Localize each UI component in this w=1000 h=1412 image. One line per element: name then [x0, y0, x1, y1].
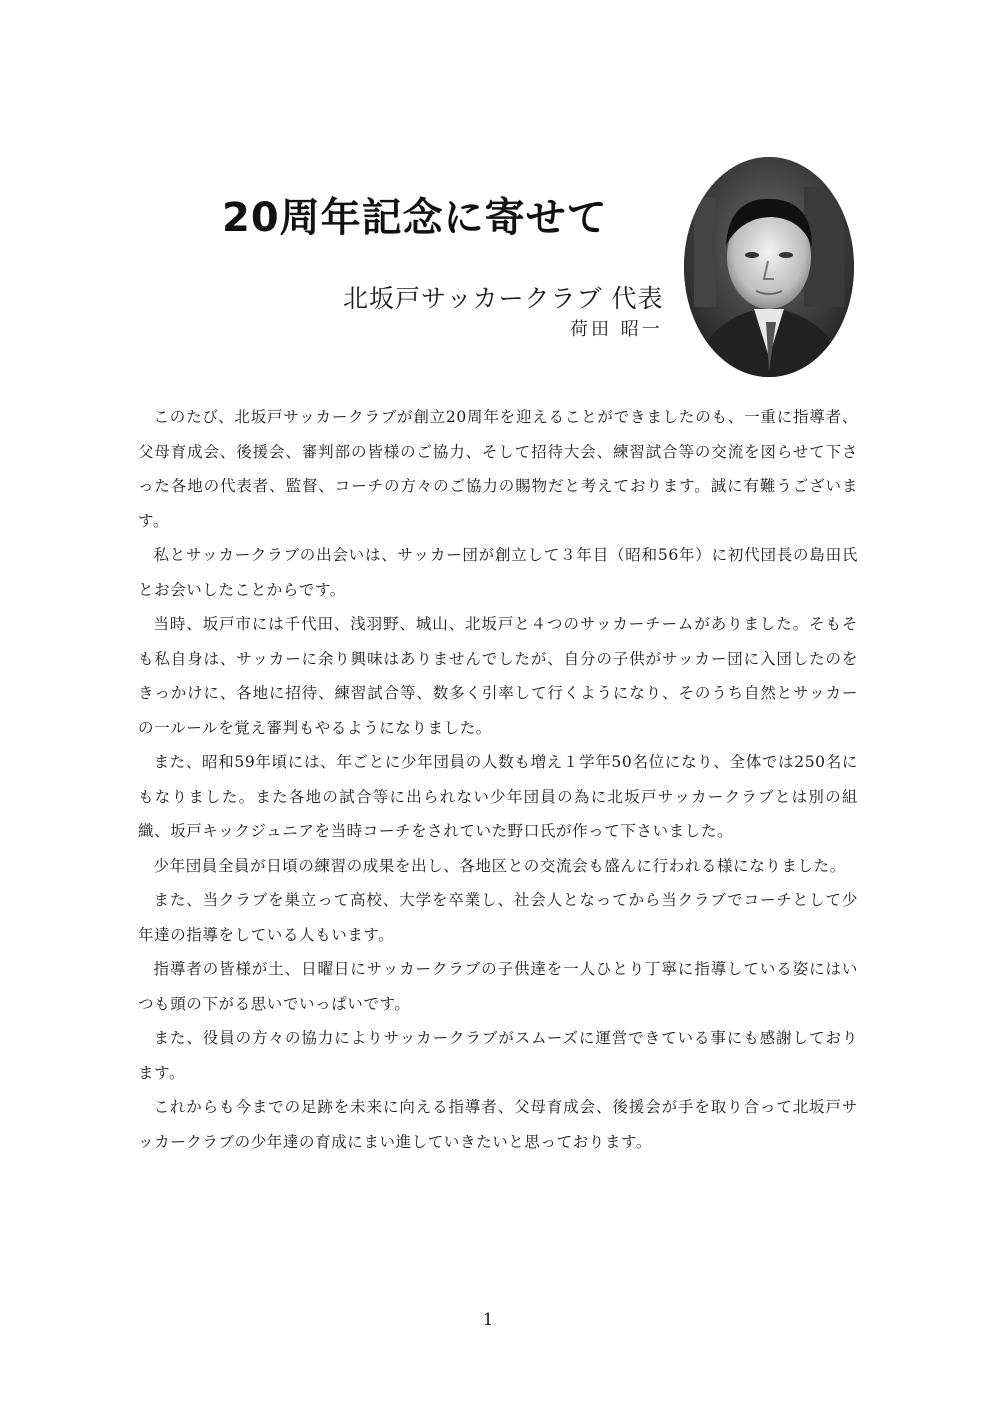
- page-title: 20周年記念に寄せて: [222, 195, 608, 241]
- article-body: [138, 400, 858, 1159]
- paragraph-8: また、役員の方々の協力によりサッカークラブがスムーズに運営できている事にも感謝しております。: [138, 1029, 858, 1082]
- page-number: 1: [482, 1310, 494, 1330]
- paragraph-7: 指導者の皆様が土、日曜日にサッカークラブの子供達を一人ひとり丁寧に指導している姿にはいつも頭の下がる思いでいっぱいです。: [138, 960, 858, 1013]
- paragraph-9: これからも今までの足跡を未来に向える指導者、父母育成会、後援会が手を取り合って北坂戸サッカークラブの少年達の育成にまい進していきたいと思っております。: [138, 1098, 858, 1151]
- portrait-photo: [684, 157, 854, 377]
- paragraph-4: また、昭和59年頃には、年ごとに少年団員の人数も増え１学年50名位になり、全体では250名にもなりました。また各地の試合等に出られない少年団員の為に北坂戸サッカークラブとは別の組織、坂戸キックジュニアを当時コーチをされていた野口氏が作って下さいました。: [138, 753, 858, 840]
- author-name: 荷田 昭一: [570, 319, 663, 340]
- paragraph-3: 当時、坂戸市には千代田、浅羽野、城山、北坂戸と４つのサッカーチームがありました。そもそも私自身は、サッカーに余り興味はありませんでしたが、自分の子供がサッカー団に入団したのをきっかけに、各地に招待、練習試合等、数多く引率して行くようになり、そのうち自然とサッカーの一ルールを覚え審判もやるようになりました。: [138, 615, 858, 737]
- portrait-photo-icon: [684, 157, 854, 377]
- paragraph-1: このたび、北坂戸サッカークラブが創立20周年を迎えることができましたのも、一重に指導者、父母育成会、後援会、審判部の皆様のご協力、そして招待大会、練習試合等の交流を図らせて下さった各地の代表者、監督、コーチの方々のご協力の賜物だと考えております。誠に有難うございます。: [138, 408, 858, 530]
- paragraph-6: また、当クラブを巣立って高校、大学を卒業し、社会人となってから当クラブでコーチとして少年達の指導をしている人もいます。: [138, 891, 858, 944]
- author-organization: 北坂戸サッカークラブ 代表: [343, 284, 664, 313]
- paragraph-2: 私とサッカークラブの出会いは、サッカー団が創立して３年目（昭和56年）に初代団長の島田氏とお会いしたことからです。: [138, 546, 858, 599]
- paragraph-5: 少年団員全員が日頃の練習の成果を出し、各地区との交流会も盛んに行われる様になりました。: [153, 856, 846, 875]
